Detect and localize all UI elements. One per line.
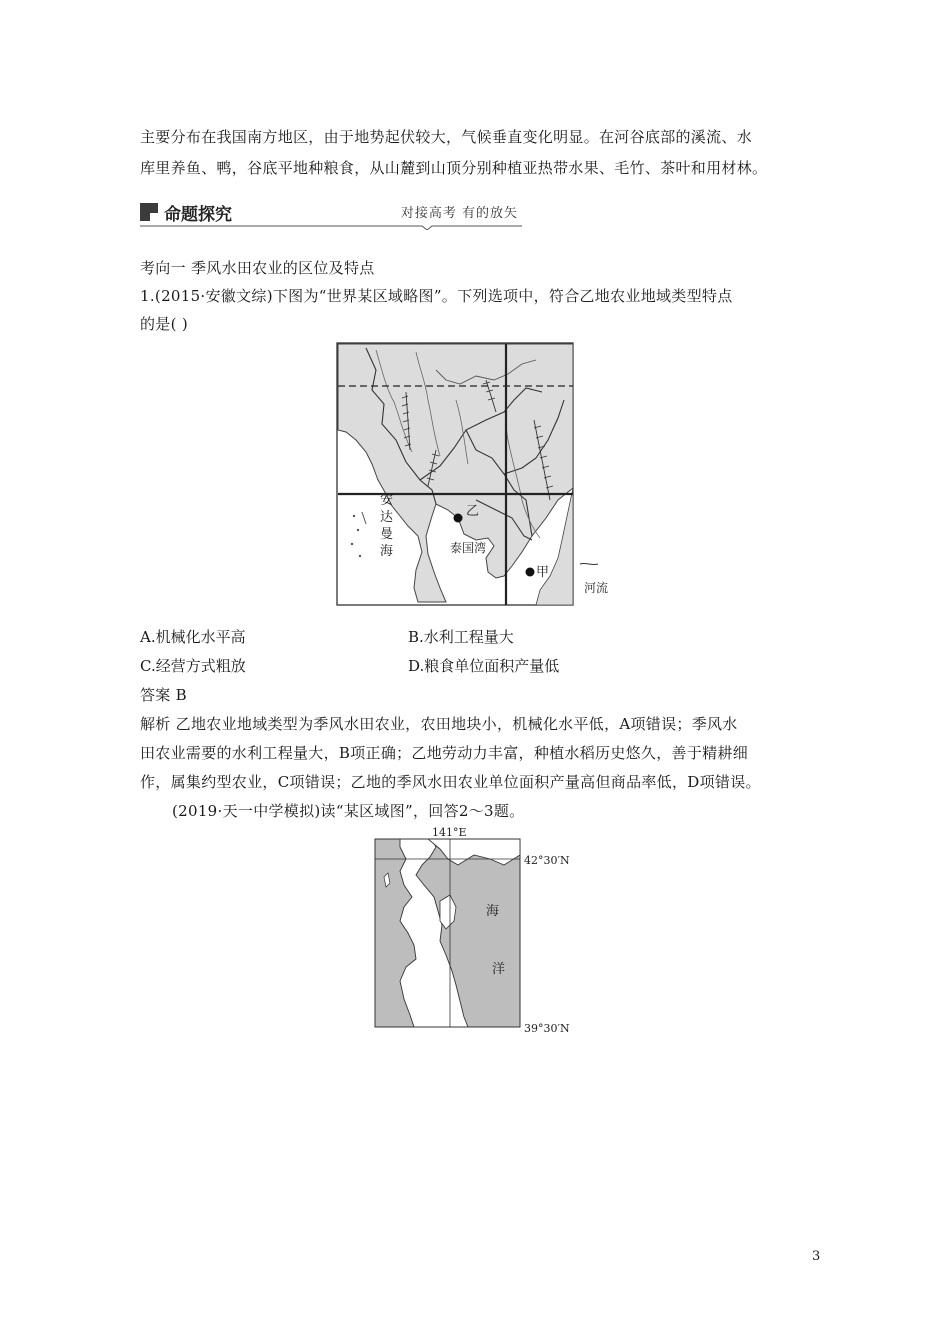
option-b: B.水利工程量大 [408, 628, 514, 646]
analysis-line-3: 作，属集约型农业，C项错误；乙地的季风水田农业单位面积产量高但商品率低，D项错误。 [140, 773, 761, 791]
section-rule [140, 224, 522, 230]
map1-sea-label-3: 曼 [380, 527, 394, 542]
map1-legend-river: 河流 [584, 581, 609, 595]
section-title: 命题探究 [164, 205, 232, 225]
map1-point-yi [454, 514, 463, 523]
map2-lat-top: 42°30′N [524, 854, 570, 867]
section-header [140, 198, 522, 228]
map1-label-jia: 甲 [536, 565, 550, 580]
answer: 答案 B [140, 686, 187, 704]
q2-region-map [370, 825, 585, 1035]
option-d: D.粮食单位面积产量低 [408, 657, 560, 675]
map1-sea-label-4: 海 [380, 544, 394, 559]
q1-stem-line-2: 的是( ) [140, 315, 188, 333]
option-c: C.经营方式粗放 [140, 657, 246, 675]
map1-point-jia [526, 568, 535, 577]
page-number: 3 [812, 1249, 821, 1264]
section-marker-icon [140, 203, 158, 221]
river-legend-icon [580, 563, 598, 564]
map2-lat-bottom: 39°30′N [524, 1022, 570, 1035]
map2-lon-label: 141°E [432, 826, 467, 839]
map2-label-yang: 洋 [492, 962, 506, 977]
section-subtitle: 对接高考 有的放矢 [400, 206, 518, 221]
direction-heading: 考向一 季风水田农业的区位及特点 [140, 259, 375, 277]
map1-label-gulf: 泰国湾 [450, 541, 487, 555]
q2-intro: (2019·天一中学模拟)读“某区域图”，回答2～3题。 [172, 802, 525, 820]
analysis-line-2: 田农业需要的水利工程量大，B项正确；乙地劳动力丰富，种植水稻历史悠久，善于精耕细 [140, 744, 749, 762]
map1-label-yi: 乙 [466, 504, 480, 519]
option-a: A.机械化水平高 [140, 628, 246, 646]
analysis-line-1: 解析 乙地农业地域类型为季风水田农业，农田地块小，机械化水平低，A项错误；季风水 [140, 715, 738, 733]
q1-stem-line-1: 1.(2015·安徽文综)下图为“世界某区域略图”。下列选项中，符合乙地农业地域类型特点 [140, 287, 733, 305]
intro-line-2: 库里养鱼、鸭，谷底平地种粮食，从山麓到山顶分别种植亚热带水果、毛竹、茶叶和用材林。 [140, 159, 768, 177]
map1-sea-label-1: 安 [380, 493, 394, 508]
q1-region-map [336, 340, 636, 608]
intro-line-1: 主要分布在我国南方地区，由于地势起伏较大，气候垂直变化明显。在河谷底部的溪流、水 [140, 128, 753, 146]
map1-sea-label-2: 达 [380, 510, 394, 525]
map2-label-hai: 海 [486, 904, 500, 919]
